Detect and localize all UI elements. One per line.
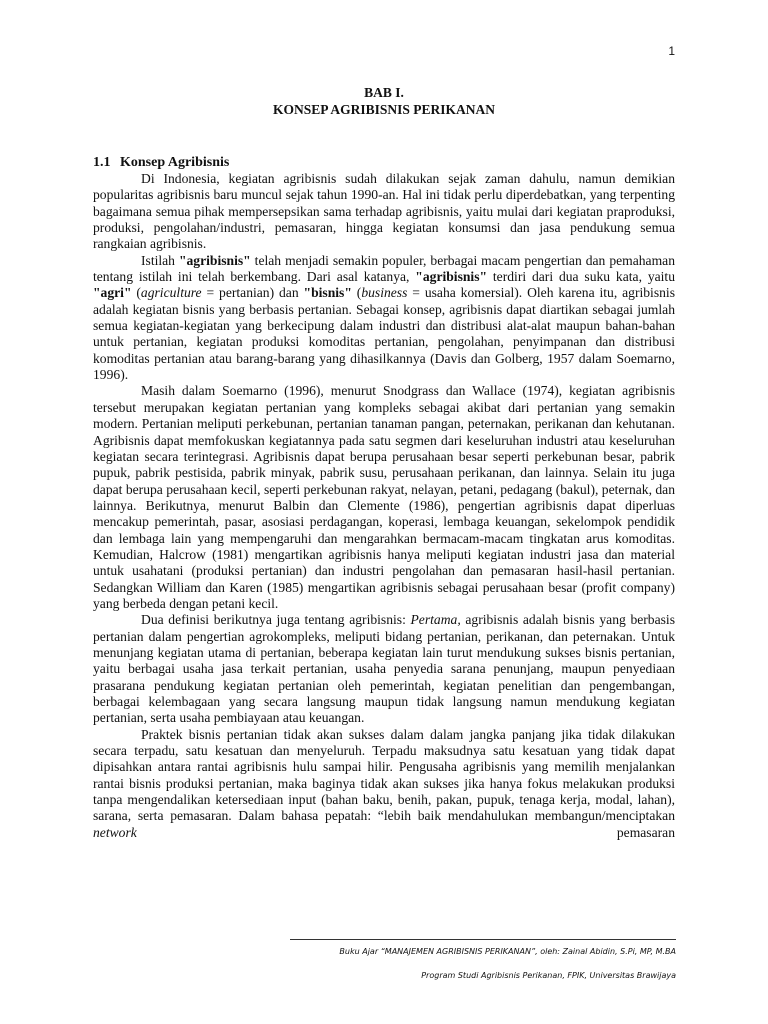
paragraph-5-text: pemasaran xyxy=(136,824,675,840)
term-agribisnis: "agribisnis" xyxy=(415,269,488,285)
paragraph-2-text: = usaha komersial). Oleh karena itu, agribisnis adalah kegiatan bisnis yang berbasis pertanian. Sebagai konsep, agribisnis dapat diartikan sebagai jumlah semua kegiatan-kegiatan yang berkecipung dalam industri dan distribusi alat-alat maupun bahan-bahan untuk pertanian, kegiatan produksi komoditas pertanian, pengolahan, penyimpanan dan distribusi komoditas pertanian atau barang-barang yang dihasilkannya (Davis dan Golberg, 1957 dalam Soemarno, 1996). xyxy=(93,285,675,383)
paragraph-4 xyxy=(93,612,675,726)
footer-book-credit: Buku Ajar “MANAJEMEN AGRIBISNIS PERIKANAN”, oleh: Zainal Abidin, S.Pi, MP, M.BA xyxy=(339,947,676,956)
chapter-title: KONSEP AGRIBISNIS PERIKANAN xyxy=(272,102,496,117)
page-content xyxy=(93,84,675,841)
term-agriculture: agriculture xyxy=(140,285,202,301)
paragraph-4-text: agribisnis adalah bisnis yang berbasis pertanian dalam pengertian agrokompleks, meliputi bidang pertanian, perikanan, dan peternakan. Untuk menunjang kegiatan utama di pertanian, beberapa kegiatan lain turut mendukung sukses bisnis pertanian, yaitu berbagai usaha jasa terkait pertanian, usaha penyedia sarana penunjang, maupun penyediaan prasarana pendukung kegiatan pertanian oleh pemerintah, kegiatan penelitian dan pengembangan, berbagai kelembagaan yang secara langsung maupun tidak langsung namun mendukung kegiatan pertanian, serta usaha pembiayaan atau keuangan. xyxy=(93,612,675,726)
paragraph-2 xyxy=(93,253,675,384)
page-number: 1 xyxy=(668,44,675,58)
paragraph-5-text: Praktek bisnis pertanian tidak akan sukses dalam dalam jangka panjang jika tidak dilakukan secara terpadu, satu kesatuan dan menyeluruh. Terpadu maksudnya satu kesatuan yang tidak dapat dipisahkan antara rantai agribisnis hulu sampai hilir. Pengusaha agribisnis yang memilih menjalankan rantai bisnis produksi pertanian, maka baginya tidak akan sukses jika hanya fokus melakukan produksi tanpa mengendalikan ketersediaan input (bahan baku, benih, pakan, pupuk, tenaga kerja, modal, lahan), sarana, serta pemasaran. Dalam bahasa pepatah: “lebih baik mendahulukan membangun/menciptakan xyxy=(93,726,675,824)
term-pertama: Pertama, xyxy=(410,612,461,628)
paragraph-5 xyxy=(93,727,675,841)
paragraph-1: Di Indonesia, kegiatan agribisnis sudah dilakukan sejak zaman dahulu, namun demikian popularitas agribisnis baru muncul sejak tahun 1990-an. Hal ini tidak perlu diperdebatkan, yang terpenting bagaimana semua pihak mempersepsikan sama terhadap agribisnis, yaitu mulai dari kegiatan praproduksi, produksi, pengolahan/industri, pemasaran, hingga kegiatan konsumsi dan jasa pendukung semua rangkaian agribisnis. xyxy=(93,171,675,252)
section-heading xyxy=(93,155,675,171)
term-business: business xyxy=(361,285,408,301)
paragraph-2-text: ( xyxy=(131,285,141,301)
paragraph-4-text: Dua definisi berikutnya juga tentang agribisnis: xyxy=(141,612,411,628)
paragraph-2-text: telah menjadi semakin populer, berbagai macam pengertian dan pemahaman tentang istilah ini telah berkembang. Dari asal katanya, xyxy=(93,252,675,285)
paragraph-2-text: = pertanian) dan xyxy=(201,285,304,301)
footer-divider xyxy=(290,939,676,940)
paragraph-2-text: Istilah xyxy=(141,252,179,268)
paragraph-2-text: terdiri dari dua suku kata, yaitu xyxy=(487,269,675,285)
section-title: Konsep Agribisnis xyxy=(120,155,230,170)
footer-institution: Program Studi Agribisnis Perikanan, FPIK, Universitas Brawijaya xyxy=(421,971,676,980)
paragraph-2-text: ( xyxy=(351,285,362,301)
term-agribisnis: "agribisnis" xyxy=(178,252,251,268)
chapter-label: BAB I. xyxy=(364,85,404,100)
term-network: network xyxy=(93,824,137,840)
term-bisnis: "bisnis" xyxy=(303,285,352,301)
section-number: 1.1 xyxy=(93,155,111,170)
paragraph-3: Masih dalam Soemarno (1996), menurut Snodgrass dan Wallace (1974), kegiatan agribisnis tersebut merupakan kegiatan pertanian yang kompleks sebagai akibat dari pertanian yang semakin modern. Pertanian meliputi perkebunan, pertanian tanaman pangan, peternakan, perikanan dan kehutanan. Agribisnis dapat memfokuskan kegiatannya pada satu segmen dari keseluruhan industri atau keseluruhan kegiatan secara terintegrasi. Agribisnis dapat berupa perusahaan besar seperti perkebunan besar, pabrik pupuk, pabrik pestisida, pabrik minyak, pabrik susu, perusahaan perikanan, dan lainnya. Selain itu juga dapat berupa perusahaan kecil, seperti perkebunan rakyat, nelayan, petani, pedagang (bakul), peternak, dan lainnya. Berikutnya, menurut Balbin dan Clemente (1986), pengertian agribisnis dapat diperluas mencakup pemerintah, pasar, asosiasi perdagangan, koperasi, lembaga keuangan, sekelompok pendidik dan lembaga lain yang mempengaruhi dan mengarahkan bermacam-macam tingkatan arus komoditas. Kemudian, Halcrow (1981) mengartikan agribisnis hanya meliputi kegiatan industri jasa dan material untuk usahatani (produksi pertanian) dan industri pengolahan dan pemasaran hasil-hasil pertanian. Sedangkan William dan Karen (1985) mengartikan agribisnis sebagai perusahaan besar (profit company) yang berbeda dengan petani kecil. xyxy=(93,383,676,611)
page-footer xyxy=(290,939,676,982)
term-agri: "agri" xyxy=(93,285,132,301)
